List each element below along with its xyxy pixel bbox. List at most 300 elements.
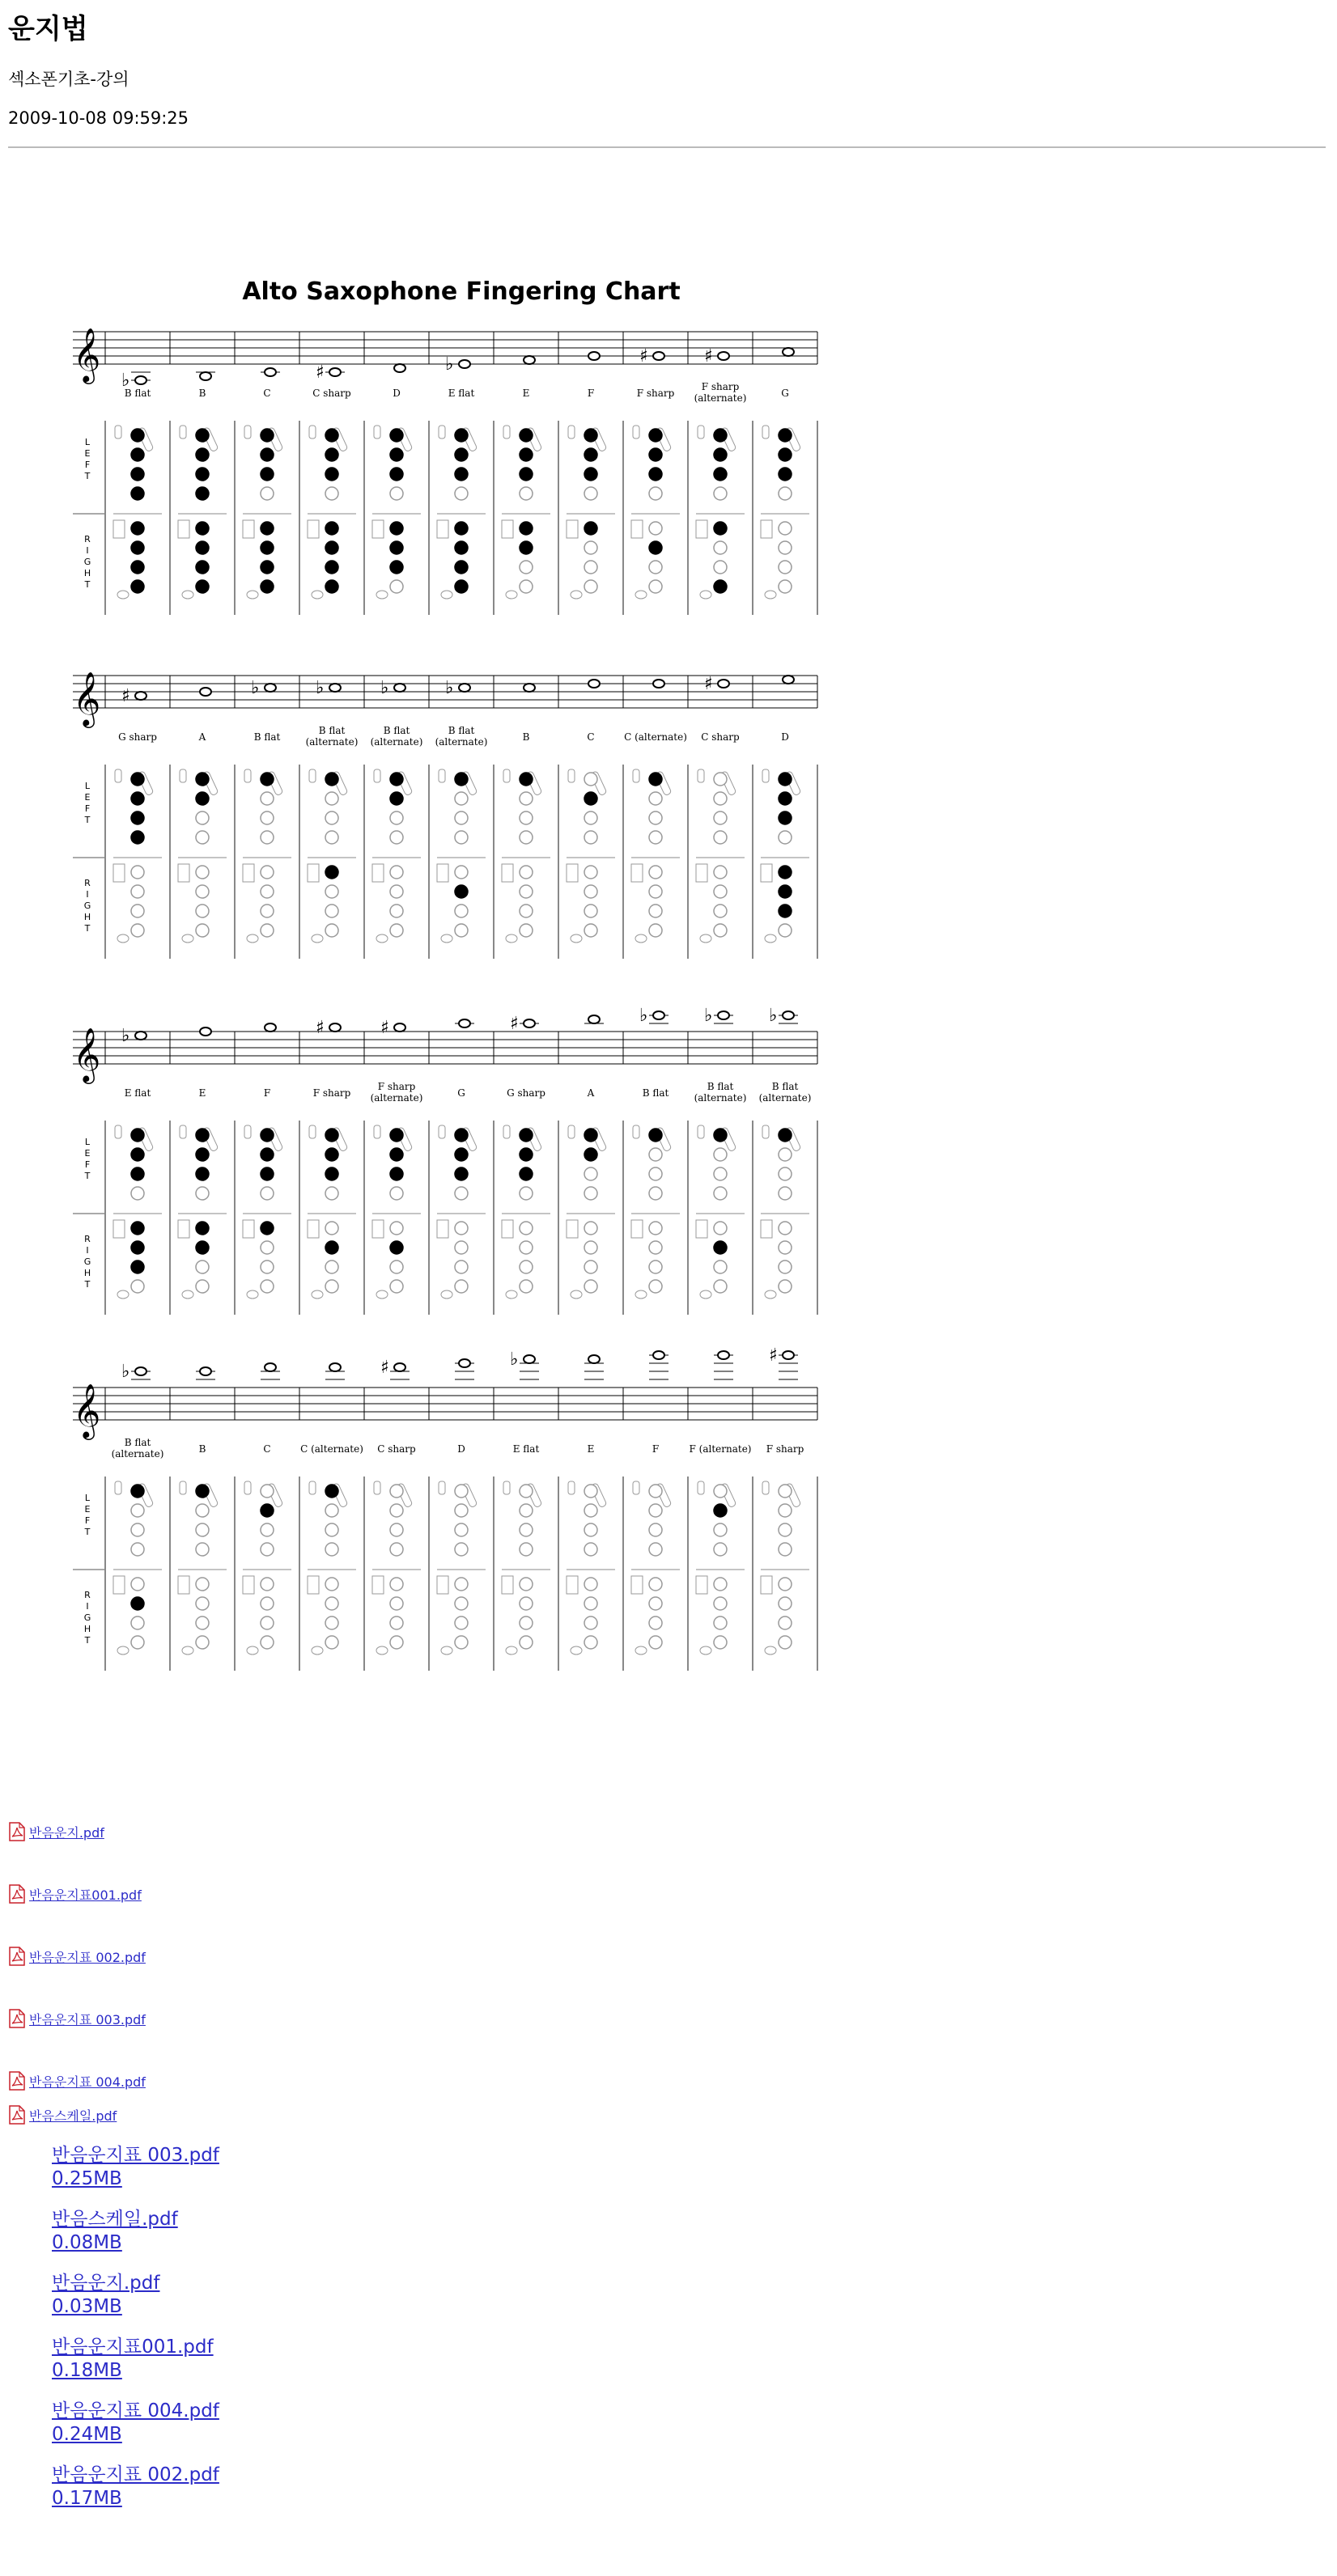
side-letter: H xyxy=(83,912,91,922)
pinky-key xyxy=(635,1290,647,1299)
fingering-diagram xyxy=(696,1481,745,1654)
accidental: ♭ xyxy=(316,678,325,698)
attachment-name-link[interactable]: 반음운지표 003.pdf xyxy=(52,2145,219,2166)
note-head xyxy=(394,364,405,372)
side-letter: I xyxy=(86,889,89,900)
note-label: C sharp xyxy=(377,1443,416,1455)
side-letter: G xyxy=(83,1612,91,1623)
accidental: ♯ xyxy=(639,346,648,366)
key-circle xyxy=(131,448,144,461)
key-circle xyxy=(520,468,533,481)
key-circle xyxy=(325,1636,338,1649)
accidental: ♭ xyxy=(251,678,260,698)
palm-key xyxy=(309,769,316,782)
side-letter: T xyxy=(84,579,91,590)
side-key xyxy=(113,520,125,538)
key-circle xyxy=(584,1222,597,1235)
key-circle xyxy=(584,866,597,879)
note-label: C sharp xyxy=(312,388,351,399)
key-circle xyxy=(584,1616,597,1629)
palm-key xyxy=(244,426,251,439)
key-circle xyxy=(520,905,533,917)
key-circle xyxy=(390,866,403,879)
note-head xyxy=(200,372,211,380)
attachment-size-link[interactable]: 0.24MB xyxy=(52,2424,122,2445)
key-circle xyxy=(390,1167,403,1180)
pinky-key xyxy=(312,1646,323,1654)
note-head xyxy=(588,1015,600,1023)
palm-key xyxy=(439,1481,445,1494)
key-circle xyxy=(325,541,338,554)
key-circle xyxy=(261,1616,274,1629)
key-circle xyxy=(261,1129,274,1142)
pinky-key xyxy=(635,934,647,943)
key-circle xyxy=(520,522,533,535)
pdf-link[interactable] xyxy=(8,2105,117,2125)
key-circle xyxy=(390,773,403,786)
key-circle xyxy=(390,1148,403,1161)
fingering-diagram xyxy=(502,769,550,943)
key-circle xyxy=(390,429,403,442)
key-circle xyxy=(584,1523,597,1536)
key-circle xyxy=(584,522,597,535)
attachment-size-link[interactable]: 0.17MB xyxy=(52,2488,122,2509)
post-category: 섹소폰기초-강의 xyxy=(8,70,129,89)
key-circle xyxy=(455,1222,468,1235)
fingering-diagram xyxy=(502,1481,550,1654)
note-label: C xyxy=(263,1443,271,1455)
fingering-diagram xyxy=(567,769,615,943)
key-circle xyxy=(714,792,727,805)
side-key xyxy=(761,1220,772,1238)
side-key xyxy=(178,520,189,538)
side-key xyxy=(631,864,643,882)
key-circle xyxy=(131,541,144,554)
key-circle xyxy=(261,487,274,500)
note-head xyxy=(588,680,600,688)
key-circle xyxy=(196,1241,209,1254)
key-circle xyxy=(390,792,403,805)
key-circle xyxy=(714,811,727,824)
key-circle xyxy=(649,580,662,593)
note-label: G sharp xyxy=(118,731,157,743)
attachment-name-link[interactable]: 반음운지표 002.pdf xyxy=(52,2464,219,2485)
key-circle xyxy=(261,1222,274,1235)
key-circle xyxy=(584,1578,597,1591)
fingering-diagram xyxy=(308,1125,356,1299)
fingering-diagram xyxy=(437,1481,486,1654)
pdf-link-text[interactable]: 반음운지.pdf xyxy=(29,1825,104,1841)
side-letter: R xyxy=(84,878,91,888)
palm-key xyxy=(374,769,380,782)
key-circle xyxy=(584,580,597,593)
key-circle xyxy=(261,1543,274,1556)
key-circle xyxy=(390,1523,403,1536)
pdf-link-text[interactable]: 반음스케일.pdf xyxy=(29,2108,117,2124)
key-circle xyxy=(520,1241,533,1254)
key-circle xyxy=(455,580,468,593)
palm-key xyxy=(762,426,769,439)
attachment-size-link[interactable]: 0.08MB xyxy=(52,2232,122,2253)
pdf-link[interactable] xyxy=(8,2071,146,2091)
fingering-diagram xyxy=(696,769,745,943)
pdf-link-text[interactable]: 반음운지표 003.pdf xyxy=(29,2012,146,2027)
key-circle xyxy=(455,1485,468,1498)
palm-key xyxy=(503,769,510,782)
key-circle xyxy=(455,1129,468,1142)
side-letter: T xyxy=(84,471,91,481)
key-circle xyxy=(261,448,274,461)
key-circle xyxy=(390,1280,403,1293)
key-circle xyxy=(779,448,792,461)
note-label: E xyxy=(198,1087,206,1099)
key-circle xyxy=(779,1504,792,1517)
note-label: F sharp xyxy=(377,1081,416,1092)
fingering-diagram xyxy=(437,426,486,599)
note-head xyxy=(783,1351,794,1359)
palm-key xyxy=(374,426,380,439)
note-label: E flat xyxy=(124,1087,151,1099)
key-circle xyxy=(325,1485,338,1498)
fingering-chart-image xyxy=(65,275,834,1691)
accidental: ♯ xyxy=(380,1358,389,1378)
key-circle xyxy=(779,831,792,844)
key-circle xyxy=(131,468,144,481)
key-circle xyxy=(714,429,727,442)
key-circle xyxy=(584,1504,597,1517)
fingering-diagram xyxy=(696,426,745,599)
key-circle xyxy=(261,1167,274,1180)
note-label: D xyxy=(457,1443,465,1455)
staff-row xyxy=(73,327,817,615)
key-circle xyxy=(649,1616,662,1629)
palm-key xyxy=(568,426,575,439)
key-circle xyxy=(455,792,468,805)
key-circle xyxy=(649,924,662,937)
pdf-link-text[interactable]: 반음운지표001.pdf xyxy=(29,1888,142,1903)
pinky-key xyxy=(571,1646,582,1654)
key-circle xyxy=(390,561,403,574)
key-circle xyxy=(520,580,533,593)
fingering-diagram xyxy=(113,769,162,943)
fingering-diagram xyxy=(308,426,356,599)
side-key xyxy=(372,520,384,538)
note-label: G sharp xyxy=(507,1087,545,1099)
pinky-key xyxy=(441,934,452,943)
key-circle xyxy=(196,580,209,593)
palm-key xyxy=(309,1481,316,1494)
key-circle xyxy=(261,1636,274,1649)
key-circle xyxy=(390,1187,403,1200)
key-circle xyxy=(261,1485,274,1498)
key-circle xyxy=(779,1616,792,1629)
key-circle xyxy=(325,924,338,937)
side-letter: G xyxy=(83,900,91,911)
attachment-name-link[interactable]: 반음스케일.pdf xyxy=(52,2209,178,2230)
key-circle xyxy=(779,773,792,786)
attachment-name-link[interactable]: 반음운지표 004.pdf xyxy=(52,2400,219,2421)
key-circle xyxy=(649,905,662,917)
key-circle xyxy=(584,905,597,917)
pinky-key xyxy=(312,934,323,943)
key-circle xyxy=(131,1543,144,1556)
side-letter: T xyxy=(84,815,91,825)
note-head xyxy=(653,1011,664,1019)
key-circle xyxy=(325,866,338,879)
note-label: E flat xyxy=(448,388,475,399)
key-circle xyxy=(779,866,792,879)
pdf-link[interactable] xyxy=(8,1822,104,1841)
key-circle xyxy=(779,468,792,481)
note-label: B flat xyxy=(448,725,475,736)
pinky-key xyxy=(441,1646,452,1654)
key-circle xyxy=(455,561,468,574)
key-circle xyxy=(649,1222,662,1235)
key-circle xyxy=(649,1241,662,1254)
side-letter: T xyxy=(84,1279,91,1290)
key-circle xyxy=(779,1543,792,1556)
key-circle xyxy=(714,1523,727,1536)
fingering-diagram xyxy=(631,426,680,599)
key-circle xyxy=(455,866,468,879)
note-label: C sharp xyxy=(701,731,740,743)
note-label: B flat xyxy=(253,731,281,743)
key-circle xyxy=(455,885,468,898)
key-circle xyxy=(261,1148,274,1161)
side-letter: L xyxy=(84,781,91,791)
key-circle xyxy=(455,522,468,535)
key-circle xyxy=(390,1543,403,1556)
side-letter: I xyxy=(86,1601,89,1612)
key-circle xyxy=(131,1636,144,1649)
key-circle xyxy=(261,1260,274,1273)
key-circle xyxy=(325,580,338,593)
key-circle xyxy=(325,1616,338,1629)
key-circle xyxy=(455,1148,468,1161)
key-circle xyxy=(584,468,597,481)
note-label: (alternate) xyxy=(370,736,423,748)
key-circle xyxy=(390,1578,403,1591)
key-circle xyxy=(261,1241,274,1254)
attachment-item xyxy=(52,2144,219,2191)
key-circle xyxy=(520,1543,533,1556)
palm-key xyxy=(244,1125,251,1138)
key-circle xyxy=(390,522,403,535)
key-circle xyxy=(649,1260,662,1273)
key-circle xyxy=(196,448,209,461)
side-key xyxy=(178,1220,189,1238)
key-circle xyxy=(455,831,468,844)
key-circle xyxy=(131,1148,144,1161)
key-circle xyxy=(714,448,727,461)
note-head xyxy=(459,360,470,368)
pinky-key xyxy=(376,1290,388,1299)
note-label: D xyxy=(781,731,789,743)
note-head xyxy=(394,684,405,692)
accidental: ♭ xyxy=(704,1006,713,1026)
note-label: G xyxy=(781,388,789,399)
key-circle xyxy=(584,792,597,805)
pinky-key xyxy=(117,934,129,943)
key-circle xyxy=(779,885,792,898)
key-circle xyxy=(261,866,274,879)
key-circle xyxy=(325,773,338,786)
divider xyxy=(8,146,1326,148)
key-circle xyxy=(325,1260,338,1273)
attachment-size-link[interactable]: 0.03MB xyxy=(52,2296,122,2317)
note-head xyxy=(718,1011,729,1019)
key-circle xyxy=(261,468,274,481)
key-circle xyxy=(584,429,597,442)
fingering-diagram xyxy=(243,1125,291,1299)
note-head xyxy=(718,680,729,688)
key-circle xyxy=(325,487,338,500)
pinky-key xyxy=(765,934,776,943)
accidental: ♯ xyxy=(316,362,325,383)
note-head xyxy=(783,348,794,356)
side-key xyxy=(696,520,707,538)
pinky-key xyxy=(571,934,582,943)
note-head xyxy=(653,680,664,688)
key-circle xyxy=(779,1578,792,1591)
key-circle xyxy=(649,1148,662,1161)
key-circle xyxy=(390,448,403,461)
side-letter: F xyxy=(84,803,91,814)
key-circle xyxy=(261,885,274,898)
key-circle xyxy=(520,792,533,805)
note-label: (alternate) xyxy=(758,1092,812,1104)
key-circle xyxy=(196,885,209,898)
key-circle xyxy=(325,831,338,844)
palm-key xyxy=(503,1481,510,1494)
treble-clef: 𝄞 xyxy=(73,1383,101,1438)
attachment-item xyxy=(52,2272,159,2319)
key-circle xyxy=(649,1597,662,1610)
key-circle xyxy=(779,561,792,574)
palm-key xyxy=(633,769,639,782)
pdf-link[interactable] xyxy=(8,1947,146,1966)
side-key xyxy=(761,1576,772,1594)
key-circle xyxy=(649,468,662,481)
key-circle xyxy=(390,487,403,500)
pinky-key xyxy=(312,1290,323,1299)
pdf-link-text[interactable]: 반음운지표 002.pdf xyxy=(29,1950,146,1965)
pdf-link[interactable] xyxy=(8,2009,146,2028)
key-circle xyxy=(649,1167,662,1180)
key-circle xyxy=(390,468,403,481)
key-circle xyxy=(131,1280,144,1293)
pinky-key xyxy=(571,1290,582,1299)
key-circle xyxy=(714,1578,727,1591)
note-label: B flat xyxy=(771,1081,799,1092)
side-key xyxy=(761,864,772,882)
note-head xyxy=(265,1363,276,1371)
fingering-diagram xyxy=(502,1125,550,1299)
key-circle xyxy=(584,885,597,898)
key-circle xyxy=(714,1485,727,1498)
side-letter: T xyxy=(84,1171,91,1181)
key-circle xyxy=(649,1280,662,1293)
key-circle xyxy=(325,429,338,442)
attachment-name-link[interactable]: 반음운지.pdf xyxy=(52,2273,160,2294)
key-circle xyxy=(196,831,209,844)
pinky-key xyxy=(117,1646,129,1654)
palm-key xyxy=(503,426,510,439)
side-key xyxy=(502,864,513,882)
accidental: ♯ xyxy=(510,1014,519,1034)
side-key xyxy=(178,1576,189,1594)
note-label: F xyxy=(587,388,595,399)
key-circle xyxy=(714,1241,727,1254)
pdf-link-text[interactable]: 반음운지표 004.pdf xyxy=(29,2074,146,2090)
palm-key xyxy=(374,1125,380,1138)
side-key xyxy=(437,1220,448,1238)
fingering-diagram xyxy=(567,1125,615,1299)
key-circle xyxy=(131,561,144,574)
note-label: B xyxy=(198,388,206,399)
key-circle xyxy=(779,1485,792,1498)
key-circle xyxy=(131,885,144,898)
pdf-link[interactable] xyxy=(8,1884,142,1904)
key-circle xyxy=(714,468,727,481)
note-head xyxy=(135,1367,146,1375)
staff-row xyxy=(73,671,817,959)
key-circle xyxy=(196,487,209,500)
key-circle xyxy=(325,448,338,461)
key-circle xyxy=(196,1222,209,1235)
attachment-size-link[interactable]: 0.25MB xyxy=(52,2168,122,2189)
key-circle xyxy=(196,924,209,937)
note-label: B flat xyxy=(124,388,151,399)
side-letter: L xyxy=(84,1137,91,1147)
key-circle xyxy=(261,1504,274,1517)
note-head xyxy=(329,1363,341,1371)
key-circle xyxy=(131,1222,144,1235)
accidental: ♯ xyxy=(121,686,130,706)
key-circle xyxy=(520,1280,533,1293)
key-circle xyxy=(779,1148,792,1161)
key-circle xyxy=(196,866,209,879)
note-head xyxy=(135,692,146,700)
pinky-key xyxy=(312,591,323,599)
key-circle xyxy=(196,1636,209,1649)
palm-key xyxy=(115,426,121,439)
side-key xyxy=(631,1576,643,1594)
key-circle xyxy=(649,448,662,461)
fingering-diagram xyxy=(761,769,809,943)
key-circle xyxy=(261,429,274,442)
fingering-diagram xyxy=(113,1481,162,1654)
key-circle xyxy=(649,792,662,805)
fingering-diagram xyxy=(761,1125,809,1299)
key-circle xyxy=(131,1129,144,1142)
pdf-file-icon xyxy=(8,2071,26,2091)
key-circle xyxy=(131,1578,144,1591)
pinky-key xyxy=(247,934,258,943)
side-key xyxy=(567,1220,578,1238)
key-circle xyxy=(584,831,597,844)
side-key xyxy=(372,1220,384,1238)
note-label: (alternate) xyxy=(694,392,747,404)
note-label: (alternate) xyxy=(111,1448,164,1460)
note-label: (alternate) xyxy=(694,1092,747,1104)
key-circle xyxy=(714,1504,727,1517)
attachment-size-link[interactable]: 0.18MB xyxy=(52,2360,122,2381)
key-circle xyxy=(455,1597,468,1610)
attachment-name-link[interactable]: 반음운지표001.pdf xyxy=(52,2337,214,2358)
note-head xyxy=(394,1363,405,1371)
key-circle xyxy=(261,541,274,554)
